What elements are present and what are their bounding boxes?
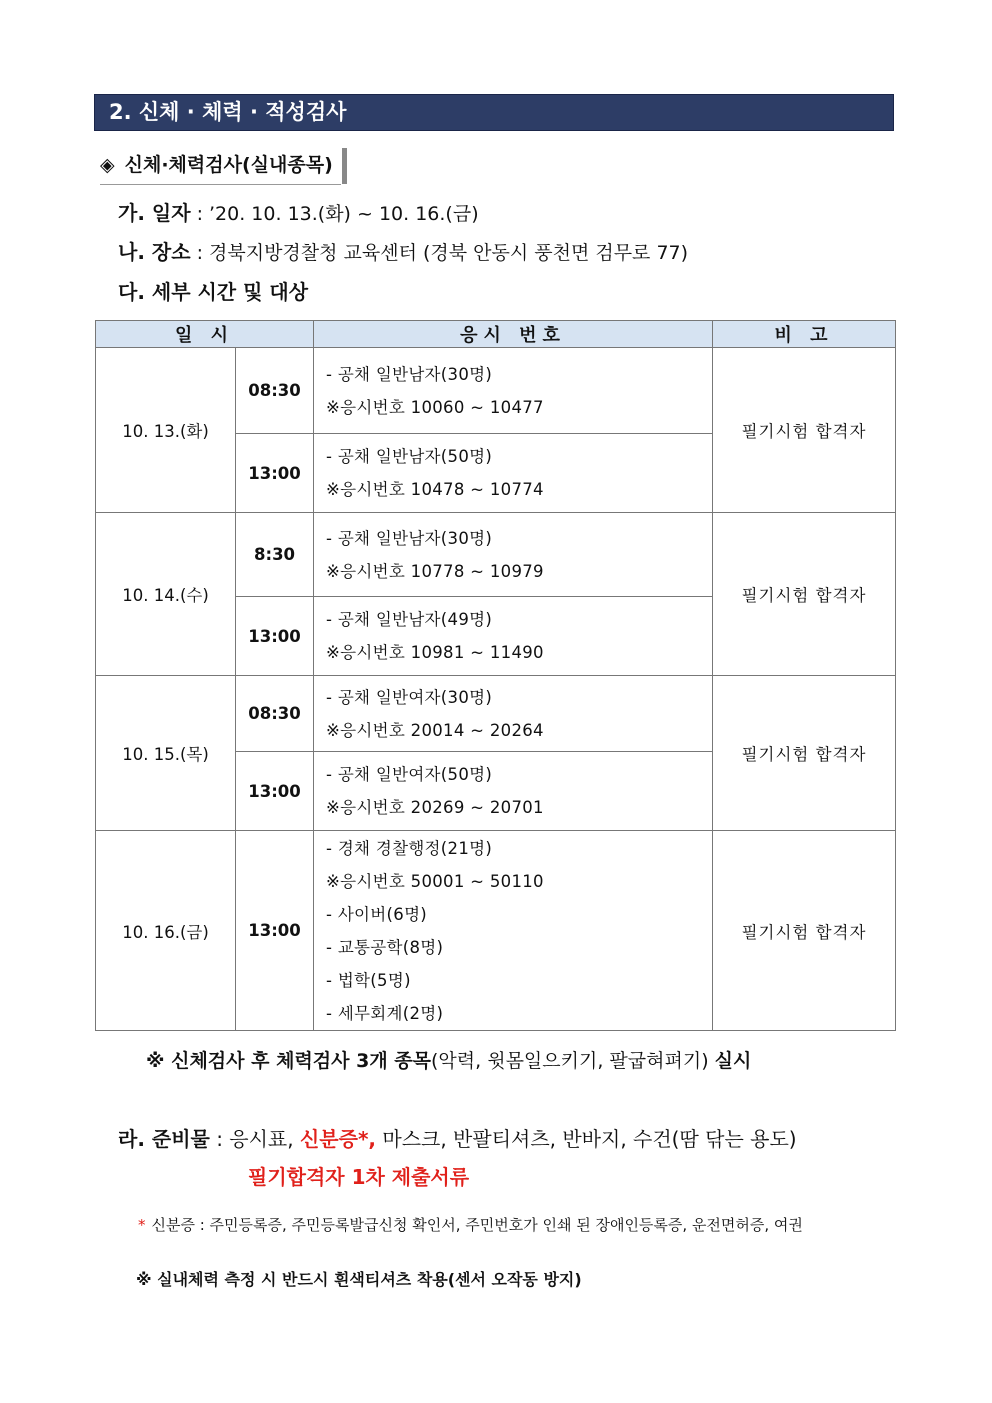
desc-line: - 사이버(6명) — [326, 904, 428, 924]
desc-line: ※응시번호 10478 ~ 10774 — [326, 480, 544, 499]
desc-line: ※응시번호 10060 ~ 10477 — [326, 397, 544, 417]
header-note: 비 고 — [713, 321, 896, 348]
footnote-text: 신분증 : 주민등록증, 주민등록발급신청 확인서, 주민번호가 인쇄 된 장애인등록증, 운전면허증, 여권 — [151, 1216, 803, 1234]
table-header-row — [96, 321, 896, 348]
desc-line: - 공채 일반남자(49명) — [326, 610, 493, 629]
info-place-value: : 경북지방경찰청 교육센터 (경북 안동시 풍천면 검무로 77) — [190, 242, 689, 264]
desc-cell — [314, 676, 713, 752]
note-cell: 필기시험 합격자 — [713, 348, 896, 513]
table-row — [96, 831, 896, 1031]
footnote-star: * — [138, 1216, 146, 1234]
desc-line: - 법학(5명) — [326, 970, 411, 990]
tshirt-note: ※ 실내체력 측정 시 반드시 흰색티셔츠 착용(센서 오작동 방지) — [136, 1270, 582, 1289]
time-cell: 13:00 — [236, 434, 314, 513]
info-detail — [118, 277, 308, 308]
schedule-table — [95, 320, 896, 1031]
fitness-note-items: (악력, 윗몸일으키기, 팔굽혀펴기) — [431, 1050, 715, 1072]
header-datetime: 일 시 — [96, 321, 314, 348]
table-row — [96, 348, 896, 434]
subheading — [100, 148, 341, 185]
info-date — [118, 198, 479, 229]
desc-cell — [314, 597, 713, 676]
time-cell: 08:30 — [236, 676, 314, 752]
desc-line: - 경채 경찰행정(21명) — [326, 838, 493, 858]
table-row — [96, 676, 896, 752]
date-cell: 10. 15.(목) — [96, 676, 236, 831]
desc-line: ※응시번호 10778 ~ 10979 — [326, 561, 544, 581]
desc-line: ※응시번호 20014 ~ 20264 — [326, 720, 544, 740]
supplies-line — [118, 1124, 797, 1154]
fitness-note-tail: 실시 — [714, 1050, 752, 1072]
time-cell: 08:30 — [236, 348, 314, 434]
supplies-documents: 필기합격자 1차 제출서류 — [248, 1165, 470, 1189]
supplies-id-highlight: 신분증*, — [299, 1127, 377, 1151]
id-footnote — [138, 1212, 803, 1238]
info-detail-key: 다. 세부 시간 및 대상 — [118, 280, 309, 304]
subheading-accent-bar — [342, 148, 347, 184]
date-cell: 10. 14.(수) — [96, 513, 236, 676]
time-cell: 13:00 — [236, 752, 314, 831]
desc-line: - 공채 일반여자(50명) — [326, 765, 493, 784]
table-row — [96, 513, 896, 597]
desc-cell — [314, 752, 713, 831]
subheading-text: 신체·체력검사(실내종목) — [124, 154, 333, 176]
desc-line: - 세무회계(2명) — [326, 1003, 444, 1023]
note-cell: 필기시험 합격자 — [713, 676, 896, 831]
diamond-icon: ◈ — [100, 154, 115, 176]
desc-line: - 공채 일반남자(50명) — [326, 447, 493, 466]
fitness-note-bold: ※ 신체검사 후 체력검사 3개 종목 — [146, 1050, 432, 1072]
desc-cell — [314, 831, 713, 1031]
supplies-text-rest: 마스크, 반팔티셔츠, 반바지, 수건(땀 닦는 용도) — [376, 1127, 797, 1151]
header-exam-number: 응시 번호 — [314, 321, 713, 348]
time-cell: 8:30 — [236, 513, 314, 597]
time-cell: 13:00 — [236, 597, 314, 676]
desc-line: - 공채 일반남자(30명) — [326, 528, 493, 548]
time-cell: 13:00 — [236, 831, 314, 1031]
desc-line: - 공채 일반남자(30명) — [326, 364, 493, 384]
fitness-note — [146, 1046, 751, 1076]
note-cell: 필기시험 합격자 — [713, 513, 896, 676]
info-place-key: 나. 장소 — [118, 240, 191, 264]
info-date-key: 가. 일자 — [118, 201, 191, 225]
desc-line: ※응시번호 50001 ~ 50110 — [326, 871, 544, 891]
date-cell: 10. 13.(화) — [96, 348, 236, 513]
date-cell: 10. 16.(금) — [96, 831, 236, 1031]
supplies-key: 라. 준비물 — [118, 1127, 210, 1151]
section-title: 2. 신체 · 체력 · 적성검사 — [94, 94, 894, 131]
desc-line: - 교통공학(8명) — [326, 937, 444, 957]
note-cell: 필기시험 합격자 — [713, 831, 896, 1031]
desc-cell — [314, 348, 713, 434]
desc-line: ※응시번호 10981 ~ 11490 — [326, 643, 544, 662]
supplies-text: : 응시표, — [209, 1127, 300, 1151]
desc-cell — [314, 434, 713, 513]
info-date-value: : ’20. 10. 13.(화) ~ 10. 16.(금) — [190, 203, 479, 225]
info-place — [118, 237, 688, 268]
desc-cell — [314, 513, 713, 597]
desc-line: - 공채 일반여자(30명) — [326, 687, 493, 707]
desc-line: ※응시번호 20269 ~ 20701 — [326, 798, 544, 817]
